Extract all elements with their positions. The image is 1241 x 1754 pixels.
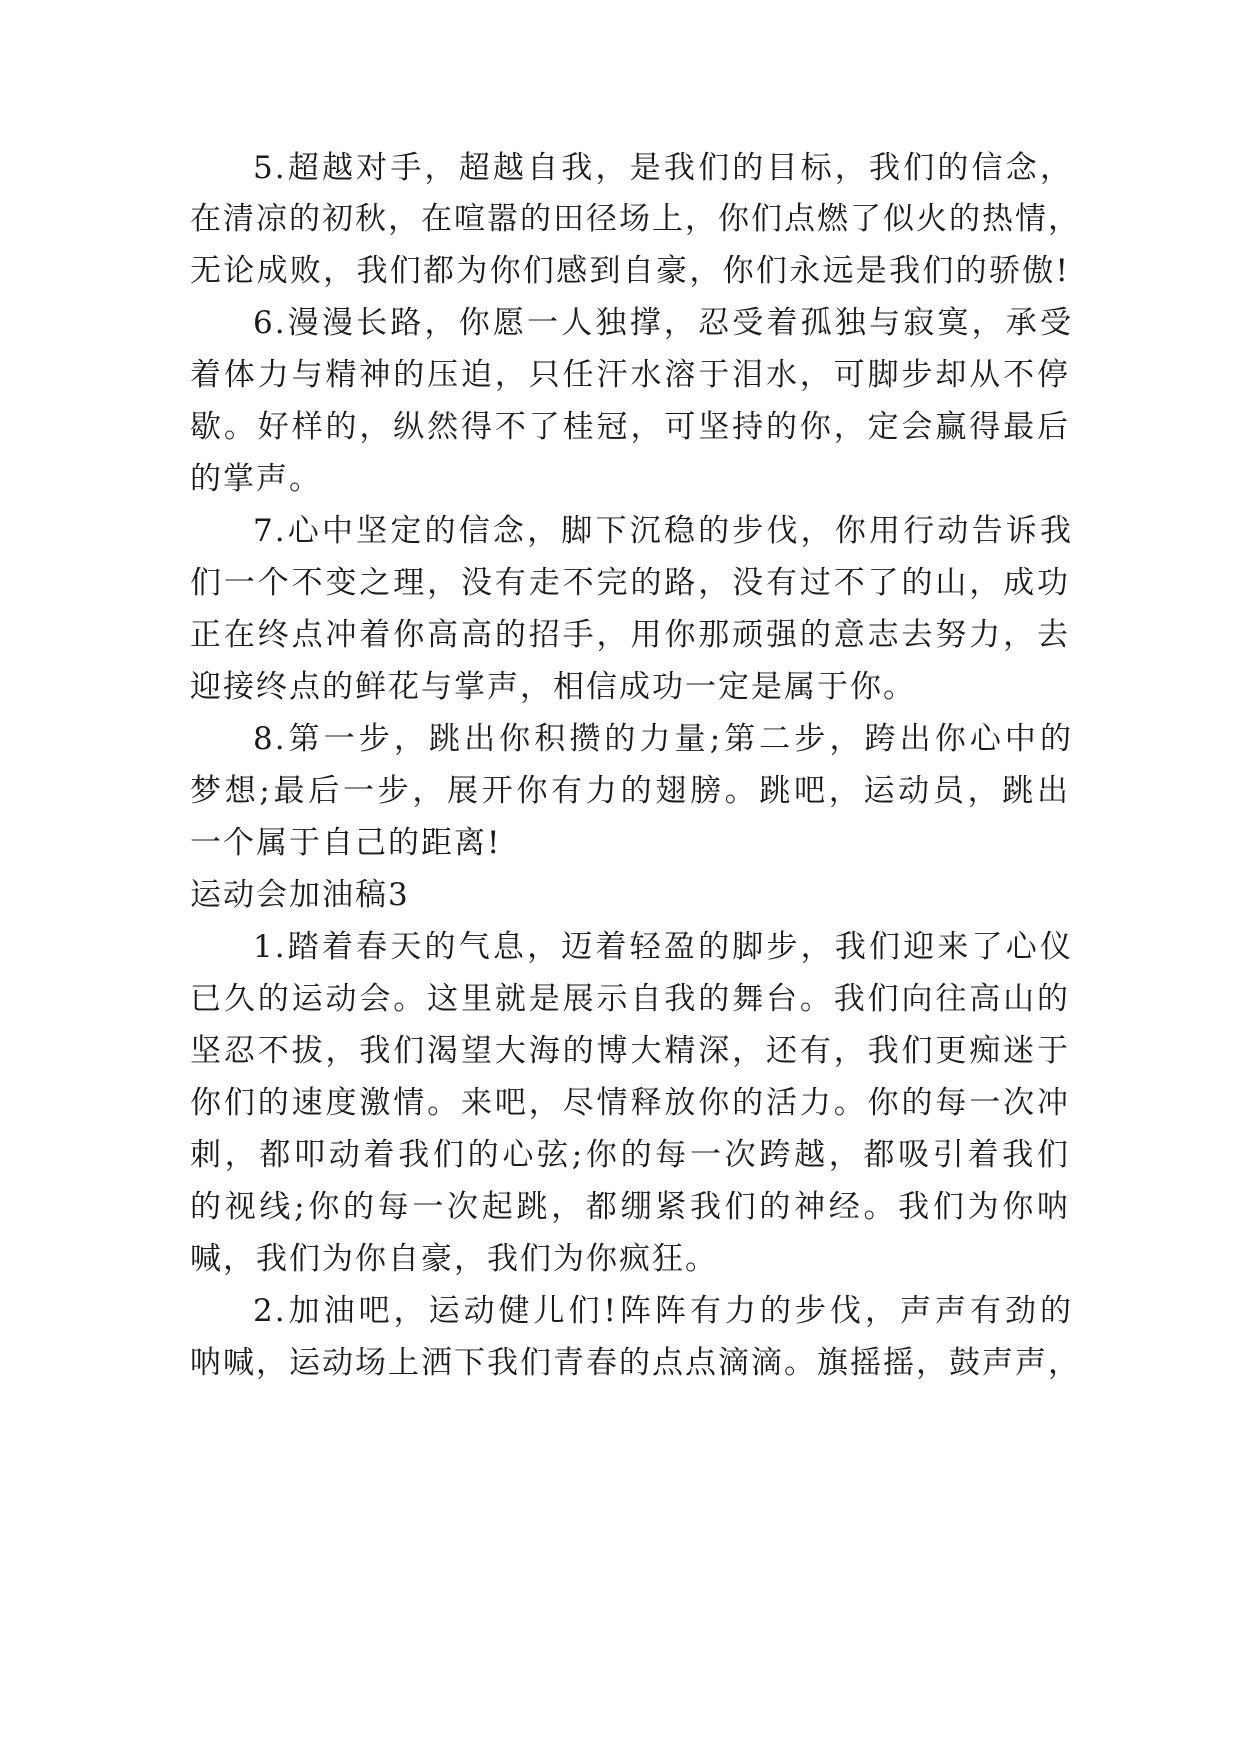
paragraph-line: 梦想;最后一步，展开你有力的翅膀。跳吧，运动员，跳出 xyxy=(190,773,1070,809)
section-heading: 运动会加油稿3 xyxy=(190,877,410,913)
paragraph-line: 已久的运动会。这里就是展示自我的舞台。我们向往高山的 xyxy=(190,981,1070,1017)
paragraph-line: 坚忍不拔，我们渴望大海的博大精深，还有，我们更痴迷于 xyxy=(190,1033,1070,1069)
paragraph-line: 1.踏着春天的气息，迈着轻盈的脚步，我们迎来了心仪 xyxy=(253,929,1073,965)
paragraph-line: 的掌声。 xyxy=(190,461,322,497)
paragraph-line: 呐喊，运动场上洒下我们青春的点点滴滴。旗摇摇，鼓声声， xyxy=(190,1345,1081,1381)
paragraph-line: 8.第一步，跳出你积攒的力量;第二步，跨出你心中的 xyxy=(253,721,1073,757)
paragraph-line: 5.超越对手，超越自我，是我们的目标，我们的信念， xyxy=(253,150,1073,186)
paragraph-line: 6.漫漫长路，你愿一人独撑，忍受着孤独与寂寞，承受 xyxy=(253,305,1073,341)
paragraph-line: 7.心中坚定的信念，脚下沉稳的步伐，你用行动告诉我 xyxy=(253,513,1073,549)
paragraph-line: 着体力与精神的压迫，只任汗水溶于泪水，可脚步却从不停 xyxy=(190,357,1070,393)
paragraph-line: 正在终点冲着你高高的招手，用你那顽强的意志去努力，去 xyxy=(190,617,1070,653)
paragraph-line: 们一个不变之理，没有走不完的路，没有过不了的山，成功 xyxy=(190,565,1070,601)
paragraph-line: 的视线;你的每一次起跳，都绷紧我们的神经。我们为你呐 xyxy=(190,1189,1070,1225)
paragraph-line: 刺，都叩动着我们的心弦;你的每一次跨越，都吸引着我们 xyxy=(190,1137,1070,1173)
paragraph-line: 你们的速度激情。来吧，尽情释放你的活力。你的每一次冲 xyxy=(190,1085,1070,1121)
paragraph-line: 2.加油吧，运动健儿们!阵阵有力的步伐，声声有劲的 xyxy=(253,1293,1073,1329)
paragraph-line: 喊，我们为你自豪，我们为你疯狂。 xyxy=(190,1241,718,1277)
paragraph-line: 一个属于自己的距离! xyxy=(190,825,502,861)
paragraph-line: 无论成败，我们都为你们感到自豪，你们永远是我们的骄傲! xyxy=(190,253,1070,289)
paragraph-line: 歇。好样的，纵然得不了桂冠，可坚持的你，定会赢得最后 xyxy=(190,409,1070,445)
paragraph-line: 在清凉的初秋，在喧嚣的田径场上，你们点燃了似火的热情， xyxy=(190,201,1081,237)
paragraph-line: 迎接终点的鲜花与掌声，相信成功一定是属于你。 xyxy=(190,669,916,705)
